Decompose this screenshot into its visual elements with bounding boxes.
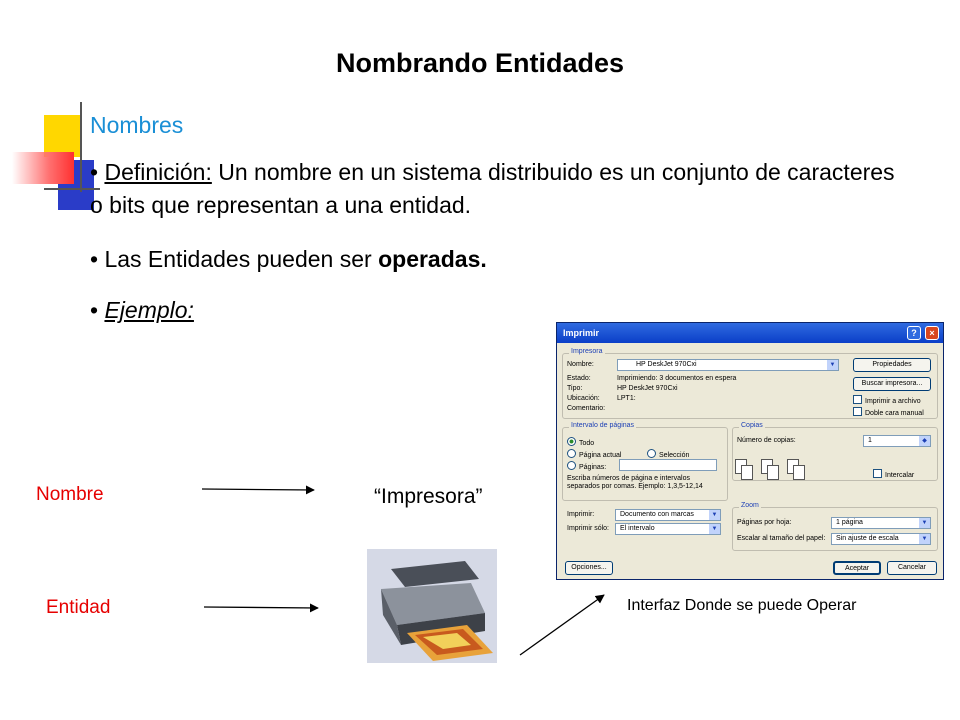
zoom-group: Zoom bbox=[732, 507, 938, 551]
collate-checkbox[interactable]: Intercalar bbox=[873, 469, 914, 479]
chevron-down-icon: ▼ bbox=[919, 518, 930, 528]
find-printer-button[interactable]: Buscar impresora... bbox=[853, 377, 931, 391]
arrow-interface bbox=[520, 595, 604, 655]
operated-term: operadas. bbox=[378, 246, 487, 272]
printer-icon bbox=[367, 549, 497, 663]
arrow-nombre bbox=[202, 489, 314, 490]
print-dialog: Imprimir ? × Impresora Nombre: HP DeskJet 970Cxi ▼ Estado: Imprimiendo: 3 documentos en espera Tipo: HP DeskJet 970Cxi Ubicación: LPT1: Comentario: Propiedades Buscar impresora... Imprimir a archivo Doble cara manual Intervalo de páginas Todo Página actual Selección Páginas: Escriba números de página e intervalos separados por comas. Ejemplo: 1,3,5-12,14 Copias Número de copias: 1 ◆ Intercalar Imprimir: Documento con marcas ▼ Imprimir sólo: El intervalo ▼ Zoom Páginas por hoja: 1 página ▼ Escalar al tamaño del papel: Sin ajuste de escala ▼ Opciones... Aceptar Cancelar bbox=[556, 322, 944, 580]
copies-stepper[interactable]: 1 ◆ bbox=[863, 435, 931, 447]
interface-caption: Interfaz Donde se puede Operar bbox=[627, 597, 857, 614]
slide-title: Nombrando Entidades bbox=[335, 48, 625, 78]
bullet-definition: • Definición: Un nombre en un sistema distribuido es un conjunto de caracteres o bits que representan a una entidad. bbox=[90, 159, 895, 218]
subtitle: Nombres bbox=[90, 112, 184, 138]
copies-group: Copias bbox=[732, 427, 938, 481]
nombre-value: “Impresora” bbox=[374, 485, 483, 508]
pages-radio[interactable]: Páginas: bbox=[567, 461, 606, 471]
manual-duplex-checkbox[interactable]: Doble cara manual bbox=[853, 407, 924, 417]
current-page-radio[interactable]: Página actual bbox=[567, 449, 621, 459]
print-only-select[interactable]: El intervalo ▼ bbox=[615, 523, 721, 535]
chevron-down-icon: ▼ bbox=[709, 510, 720, 520]
dialog-title: Imprimir bbox=[563, 328, 600, 338]
printer-group: Impresora bbox=[562, 353, 938, 419]
print-to-file-checkbox[interactable]: Imprimir a archivo bbox=[853, 395, 921, 405]
pages-per-sheet-select[interactable]: 1 página ▼ bbox=[831, 517, 931, 529]
page-range-group: Intervalo de páginas bbox=[562, 427, 728, 501]
nombre-label: Nombre bbox=[36, 484, 104, 505]
chevron-down-icon: ▼ bbox=[919, 534, 930, 544]
help-icon[interactable]: ? bbox=[907, 326, 921, 340]
options-button[interactable]: Opciones... bbox=[565, 561, 613, 575]
bullet-entities: • Las Entidades pueden ser operadas. bbox=[90, 246, 487, 272]
cancel-button[interactable]: Cancelar bbox=[887, 561, 937, 575]
close-icon[interactable]: × bbox=[925, 326, 939, 340]
ok-button[interactable]: Aceptar bbox=[833, 561, 881, 575]
properties-button[interactable]: Propiedades bbox=[853, 358, 931, 372]
print-what-select[interactable]: Documento con marcas ▼ bbox=[615, 509, 721, 521]
chevron-down-icon: ▼ bbox=[827, 360, 838, 370]
selection-radio[interactable]: Selección bbox=[647, 449, 689, 459]
chevron-down-icon: ▼ bbox=[709, 524, 720, 534]
definition-term: Definición: bbox=[104, 159, 212, 185]
spin-icon: ◆ bbox=[919, 436, 930, 446]
entidad-label: Entidad bbox=[46, 597, 111, 618]
scale-select[interactable]: Sin ajuste de escala ▼ bbox=[831, 533, 931, 545]
printer-image bbox=[367, 549, 497, 663]
printer-select[interactable]: HP DeskJet 970Cxi ▼ bbox=[617, 359, 839, 371]
bullet-example: • Ejemplo: bbox=[90, 297, 194, 323]
example-term: Ejemplo: bbox=[104, 297, 194, 323]
all-radio[interactable]: Todo bbox=[567, 437, 594, 447]
arrow-entidad bbox=[204, 607, 318, 608]
